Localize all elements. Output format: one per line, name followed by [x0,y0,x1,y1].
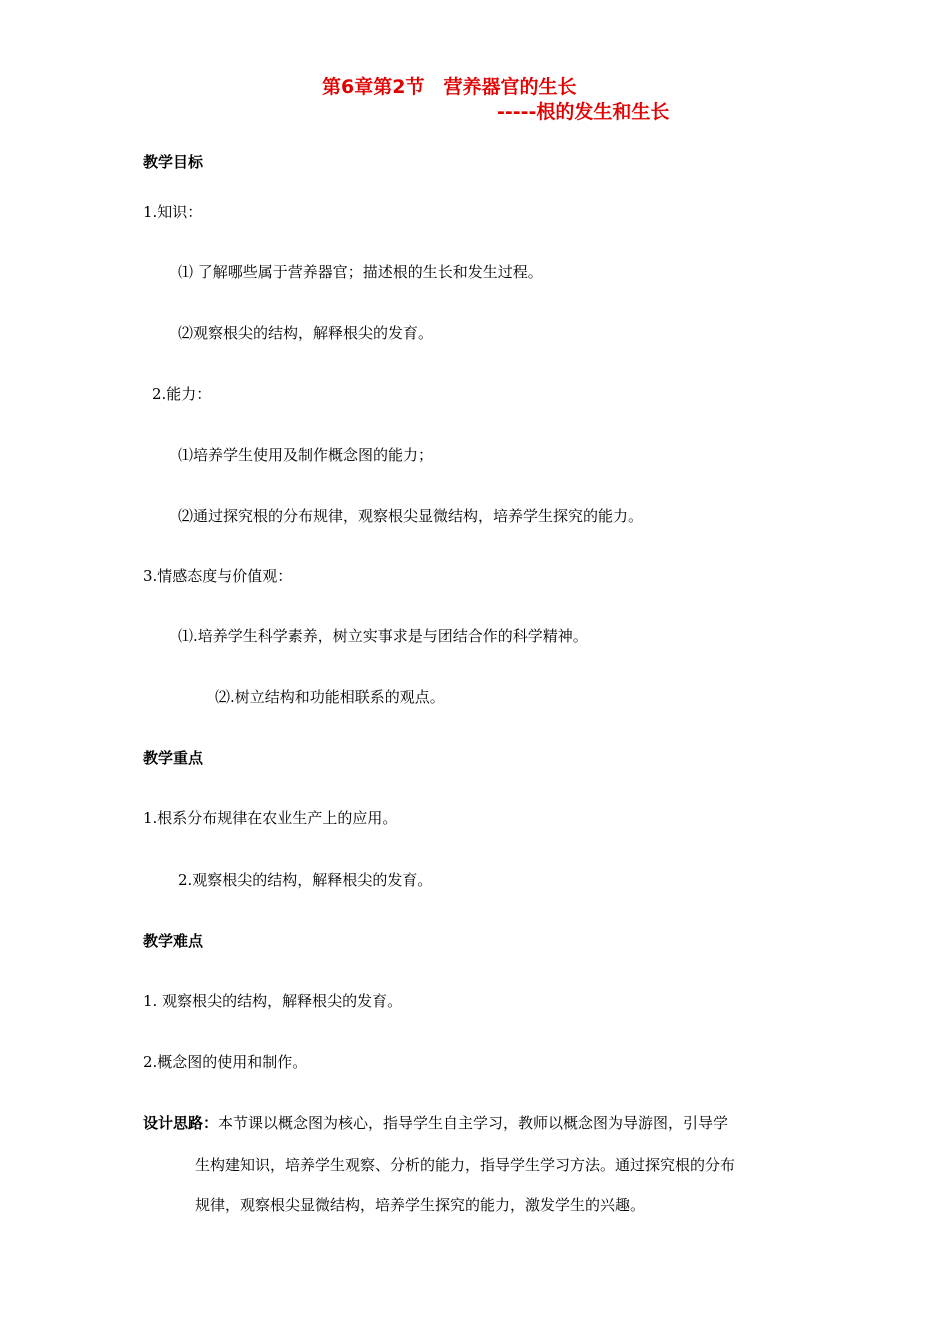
design-paragraph-line [143,1113,728,1133]
objective-knowledge-item: ⑴ 了解哪些属于营养器官；描述根的生长和发生过程。 [178,263,543,281]
objective-attitude-label: 3.情感态度与价值观： [143,567,293,585]
key-point-item: 2.观察根尖的结构，解释根尖的发育。 [178,871,433,889]
design-paragraph-line: 规律，观察根尖显微结构，培养学生探究的能力，激发学生的兴趣。 [195,1196,646,1214]
design-paragraph-line: 生构建知识，培养学生观察、分析的能力，指导学生学习方法。通过探究根的分布 [195,1156,736,1174]
objective-ability-item: ⑴培养学生使用及制作概念图的能力； [178,446,434,464]
objective-ability-item: ⑵通过探究根的分布规律，观察根尖显微结构，培养学生探究的能力。 [178,507,644,525]
difficulty-item: 1. 观察根尖的结构，解释根尖的发育。 [143,992,403,1010]
difficulty-item: 2.概念图的使用和制作。 [143,1053,308,1071]
design-label: 设计思路： [143,1114,219,1132]
objective-ability-label: 2.能力： [152,385,212,403]
section-heading-difficulties: 教学难点 [143,932,204,950]
objective-attitude-item: ⑴.培养学生科学素养，树立实事求是与团结合作的科学精神。 [178,627,588,645]
section-heading-key-points: 教学重点 [143,749,204,767]
objective-knowledge-label: 1.知识： [143,203,203,221]
document-title: 第6章第2节 营养器官的生长 [322,76,577,98]
key-point-item: 1.根系分布规律在农业生产上的应用。 [143,809,398,827]
objective-attitude-item: ⑵.树立结构和功能相联系的观点。 [215,688,445,706]
section-heading-objectives: 教学目标 [143,153,204,171]
document-subtitle: -----根的发生和生长 [497,101,670,123]
design-text: 本节课以概念图为核心，指导学生自主学习，教师以概念图为导游图，引导学 [218,1114,729,1132]
objective-knowledge-item: ⑵观察根尖的结构，解释根尖的发育。 [178,324,434,342]
